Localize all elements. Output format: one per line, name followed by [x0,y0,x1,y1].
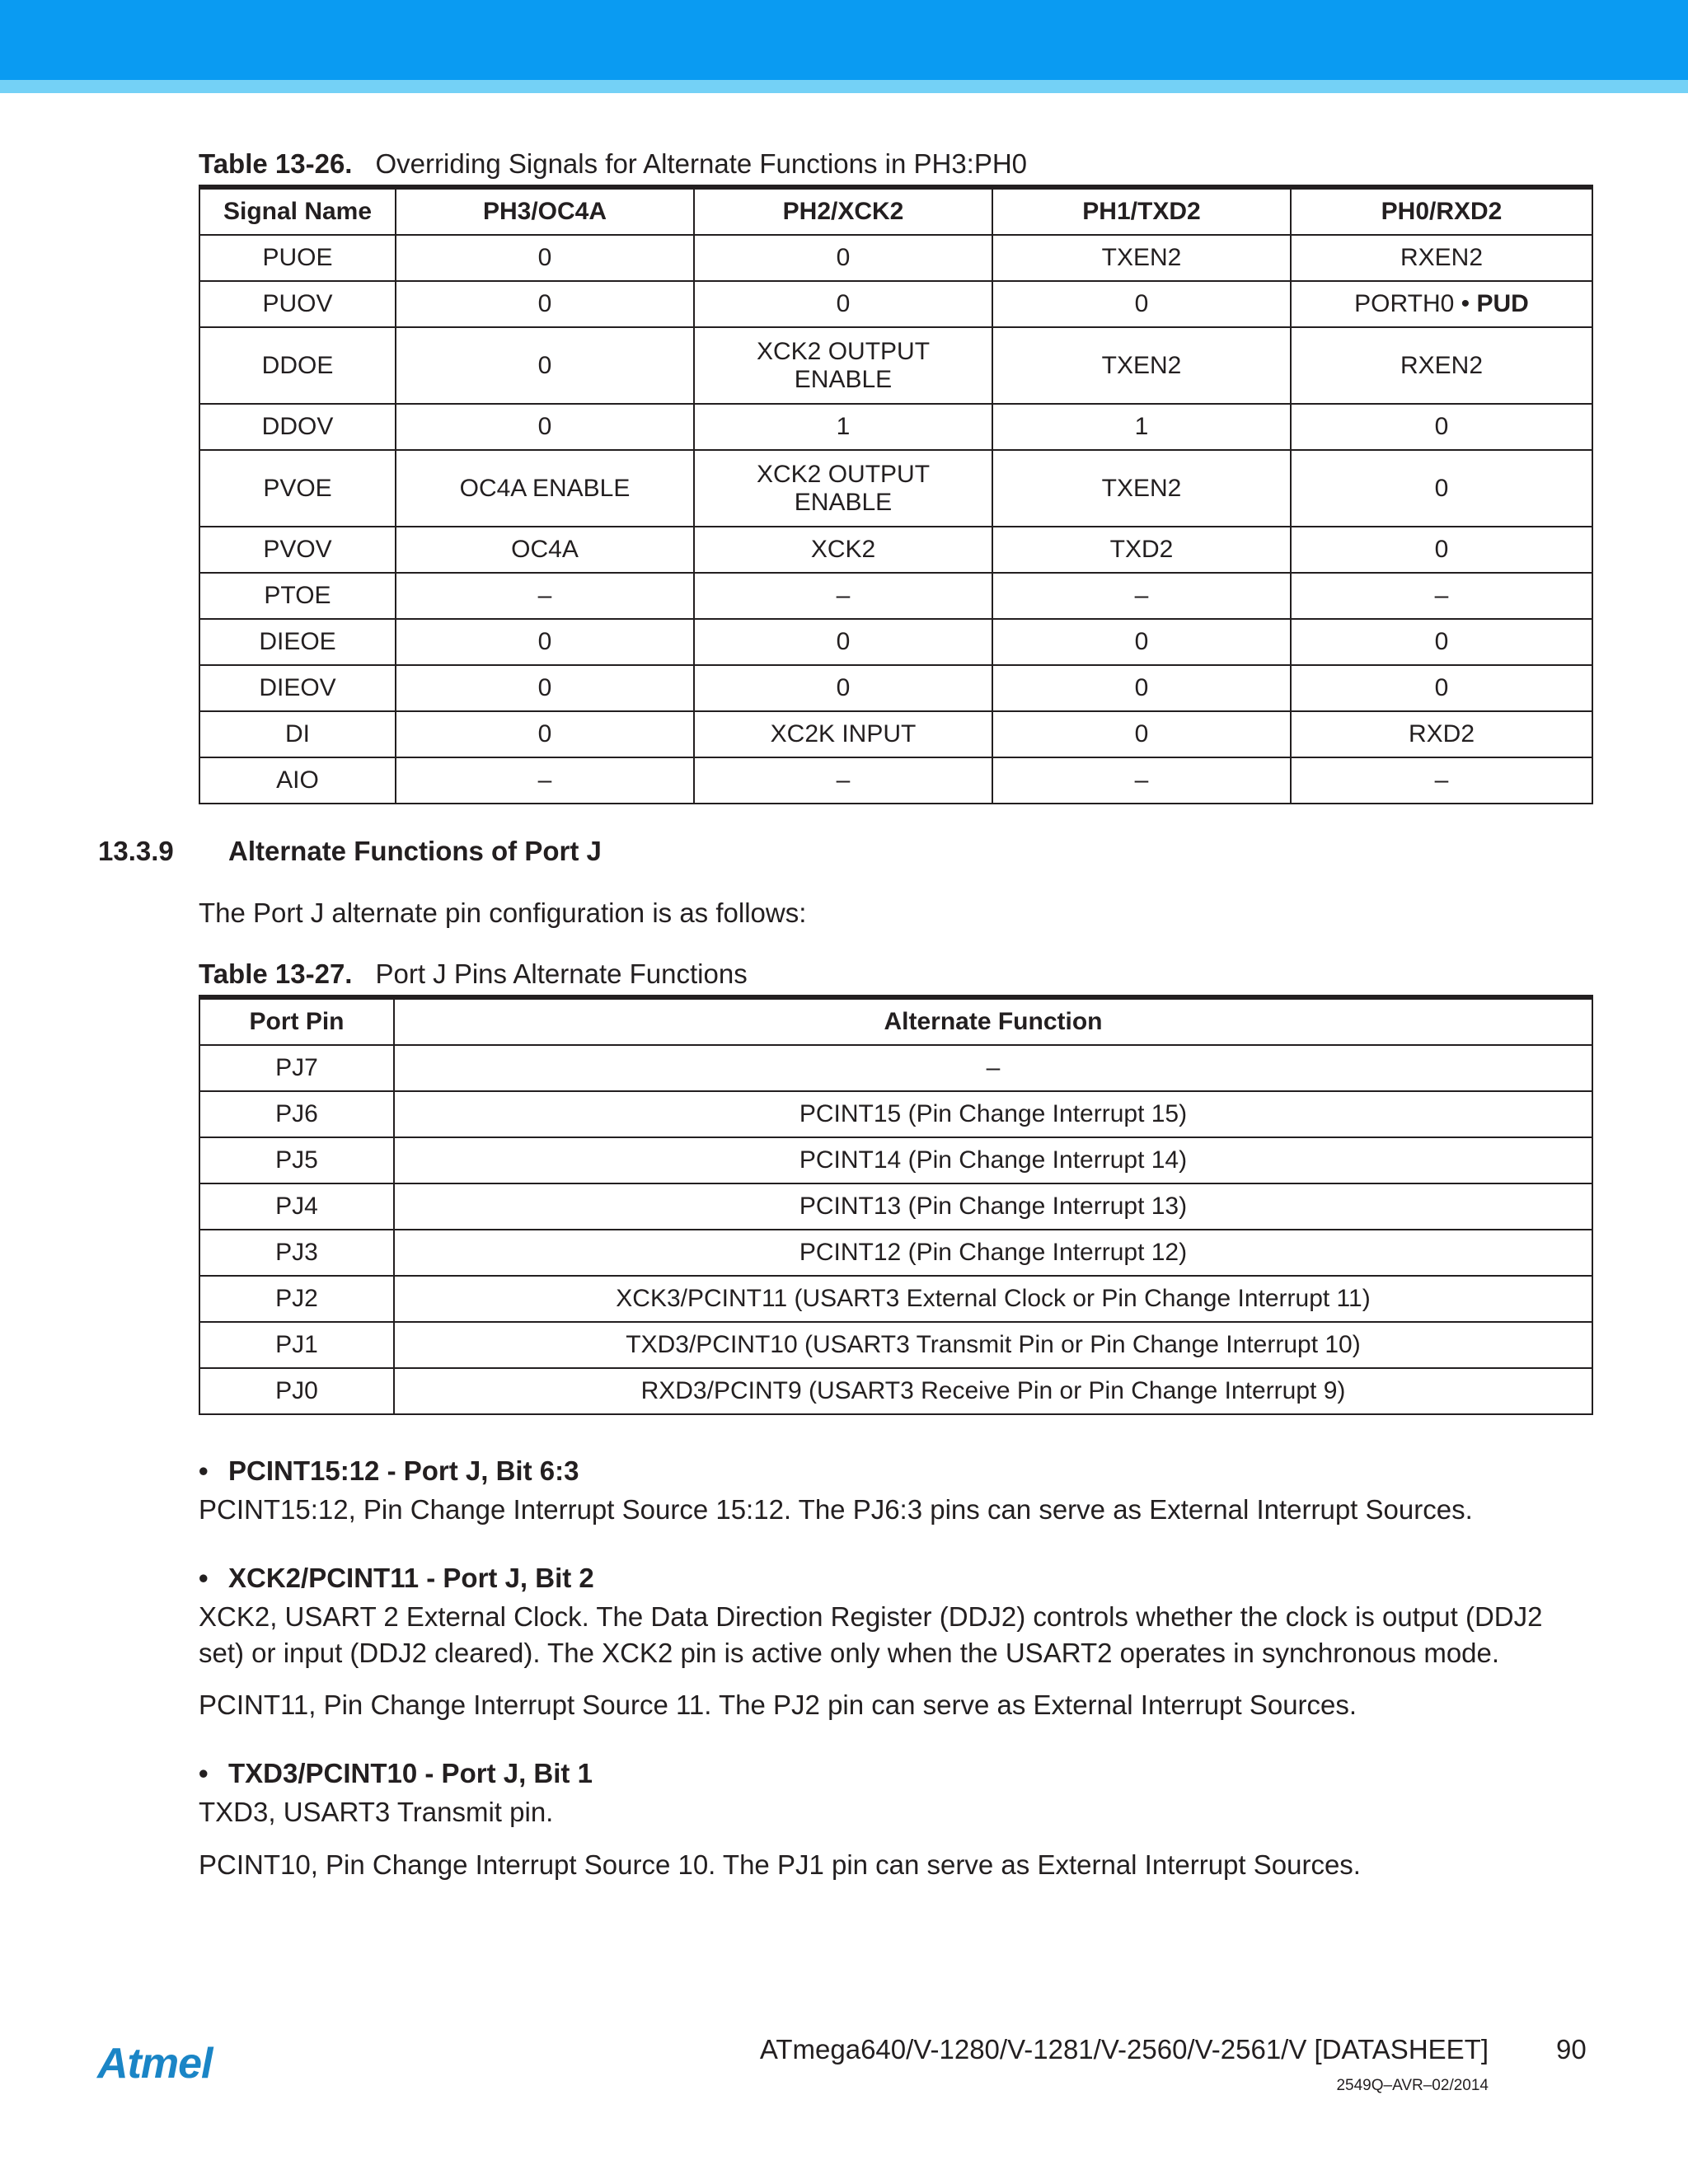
table-cell [694,450,992,527]
table-cell: TXD3/PCINT10 (USART3 Transmit Pin or Pin Change Interrupt 10) [394,1322,1592,1368]
paragraph: PCINT11, Pin Change Interrupt Source 11. The PJ2 pin can serve as External Interrupt Sources. [199,1690,1357,1720]
table-cell: DIEOV [199,665,396,711]
table-cell: PVOV [199,527,396,573]
table-cell: – [396,757,694,804]
table-cell: – [1291,757,1592,804]
table-row [199,235,1592,281]
table-row [199,1137,1592,1183]
bullet-heading [199,1760,593,1787]
table1-header-cell: PH3/OC4A [396,187,694,235]
table-cell: 0 [992,665,1291,711]
bullet-dot: • [199,1758,209,1788]
bullet-heading-text: XCK2/PCINT11 - Port J, Bit 2 [228,1563,594,1593]
table2-header-cell: Port Pin [199,997,394,1045]
cell-line: XCK2 OUTPUT [756,460,931,488]
bullet-heading [199,1457,579,1484]
table1-caption [199,150,1027,177]
table-cell: PJ2 [199,1276,394,1322]
table2-caption [199,960,748,987]
table-row [199,1091,1592,1137]
bullet-heading-text: PCINT15:12 - Port J, Bit 6:3 [228,1455,579,1486]
bullet-heading-text: TXD3/PCINT10 - Port J, Bit 1 [228,1758,593,1788]
table-cell: PCINT13 (Pin Change Interrupt 13) [394,1183,1592,1230]
page-number: 90 [1556,2034,1587,2064]
table-cell: TXEN2 [992,327,1291,404]
table-cell: 1 [694,404,992,450]
table1 [199,185,1593,804]
table-row [199,281,1592,327]
paragraph: TXD3, USART3 Transmit pin. [199,1797,554,1827]
table1-header-cell: Signal Name [199,187,396,235]
table1-header-cell: PH1/TXD2 [992,187,1291,235]
table-row [199,573,1592,619]
table-cell [694,327,992,404]
table-cell: PUOE [199,235,396,281]
paragraph: PCINT15:12, Pin Change Interrupt Source 15:12. The PJ6:3 pins can serve as External Interrupt Sources. [199,1494,1473,1525]
table-cell: 0 [694,235,992,281]
table-cell: XCK2 [694,527,992,573]
paragraph: XCK2, USART 2 External Clock. The Data Direction Register (DDJ2) controls whether the clock is output (DDJ2 set) or input (DDJ2 cleared). The XCK2 pin is active only when the USART2 operates in synchronous mode. [199,1601,1543,1668]
table-cell: – [992,757,1291,804]
table-row [199,1045,1592,1091]
header-band-line [0,80,1688,93]
pud-text: PUD [1476,290,1529,317]
table-cell: 0 [694,619,992,665]
cell-line: ENABLE [794,488,893,516]
table-cell: 0 [396,327,694,404]
table-cell: TXEN2 [992,450,1291,527]
table-cell: 0 [396,711,694,757]
document-title: ATmega640/V-1280/V-1281/V-2560/V-2561/V [DATASHEET] [759,2034,1489,2064]
table-cell: 0 [694,281,992,327]
table-cell: RXEN2 [1291,327,1592,404]
table-cell: 1 [992,404,1291,450]
document-code: 2549Q–AVR–02/2014 [1336,2077,1489,2094]
table-cell: PJ6 [199,1091,394,1137]
table2-header-row [199,997,1592,1045]
table-cell: RXD3/PCINT9 (USART3 Receive Pin or Pin Change Interrupt 9) [394,1368,1592,1414]
table-cell: TXD2 [992,527,1291,573]
table-cell: PJ0 [199,1368,394,1414]
section-number: 13.3.9 [98,836,174,866]
table-cell: PCINT15 (Pin Change Interrupt 15) [394,1091,1592,1137]
table-cell: DDOV [199,404,396,450]
table-cell: DDOE [199,327,396,404]
table2 [199,995,1593,1415]
table-row [199,1276,1592,1322]
table-cell: – [694,757,992,804]
table-cell: 0 [396,281,694,327]
cell-line: ENABLE [794,365,893,393]
table-cell: PVOE [199,450,396,527]
table-cell: – [694,573,992,619]
table-cell: 0 [396,619,694,665]
porth0-text: PORTH0 • [1354,290,1470,317]
bullet-dot: • [199,1455,209,1486]
table-cell: OC4A [396,527,694,573]
table2-header-cell: Alternate Function [394,997,1592,1045]
table-cell: TXEN2 [992,235,1291,281]
section-title: Alternate Functions of Port J [228,836,602,866]
table-cell: – [1291,573,1592,619]
table-row [199,711,1592,757]
table-row [199,450,1592,527]
table-row [199,1368,1592,1414]
table-cell: PCINT14 (Pin Change Interrupt 14) [394,1137,1592,1183]
table-cell: DIEOE [199,619,396,665]
table-cell: – [992,573,1291,619]
table-cell: – [394,1045,1592,1091]
table-cell: PJ3 [199,1230,394,1276]
table-cell: 0 [992,281,1291,327]
section-intro: The Port J alternate pin configuration is as follows: [199,898,807,928]
table-cell: 0 [1291,665,1592,711]
bullet-heading [199,1564,594,1591]
table1-header-row [199,187,1592,235]
table-cell: 0 [694,665,992,711]
table1-title: Overriding Signals for Alternate Functions in PH3:PH0 [375,148,1028,179]
table2-title: Port J Pins Alternate Functions [375,958,748,989]
table-cell: PUOV [199,281,396,327]
table-cell: PJ4 [199,1183,394,1230]
table-cell: 0 [1291,619,1592,665]
table-cell: XC2K INPUT [694,711,992,757]
table-cell: 0 [992,711,1291,757]
table-row [199,1322,1592,1368]
bullet-dot: • [199,1563,209,1593]
table-cell: 0 [396,665,694,711]
table1-number: Table 13-26. [199,148,353,179]
table-cell: RXEN2 [1291,235,1592,281]
paragraph: PCINT10, Pin Change Interrupt Source 10. The PJ1 pin can serve as External Interrupt Sources. [199,1849,1361,1880]
table-row [199,757,1592,804]
table-cell: PTOE [199,573,396,619]
table-row [199,619,1592,665]
table-cell: PJ1 [199,1322,394,1368]
table-cell: 0 [1291,450,1592,527]
table-cell: DI [199,711,396,757]
table-cell: XCK3/PCINT11 (USART3 External Clock or Pin Change Interrupt 11) [394,1276,1592,1322]
table-row [199,327,1592,404]
table-cell: – [396,573,694,619]
table-row [199,404,1592,450]
table-cell [1291,281,1592,327]
table-cell: 0 [396,404,694,450]
table-row [199,1183,1592,1230]
table-cell: OC4A ENABLE [396,450,694,527]
table-cell: AIO [199,757,396,804]
table-cell: RXD2 [1291,711,1592,757]
header-band [0,0,1688,80]
table-cell: 0 [396,235,694,281]
cell-line: XCK2 OUTPUT [756,337,931,365]
table-cell: PJ7 [199,1045,394,1091]
atmel-logo: Atmel [97,2040,213,2088]
table-cell: PCINT12 (Pin Change Interrupt 12) [394,1230,1592,1276]
table-row [199,527,1592,573]
table-row [199,665,1592,711]
table-cell: 0 [992,619,1291,665]
table1-header-cell: PH2/XCK2 [694,187,992,235]
table-cell: 0 [1291,404,1592,450]
table2-number: Table 13-27. [199,958,353,989]
table-row [199,1230,1592,1276]
table-cell: 0 [1291,527,1592,573]
table1-header-cell: PH0/RXD2 [1291,187,1592,235]
table-cell: PJ5 [199,1137,394,1183]
